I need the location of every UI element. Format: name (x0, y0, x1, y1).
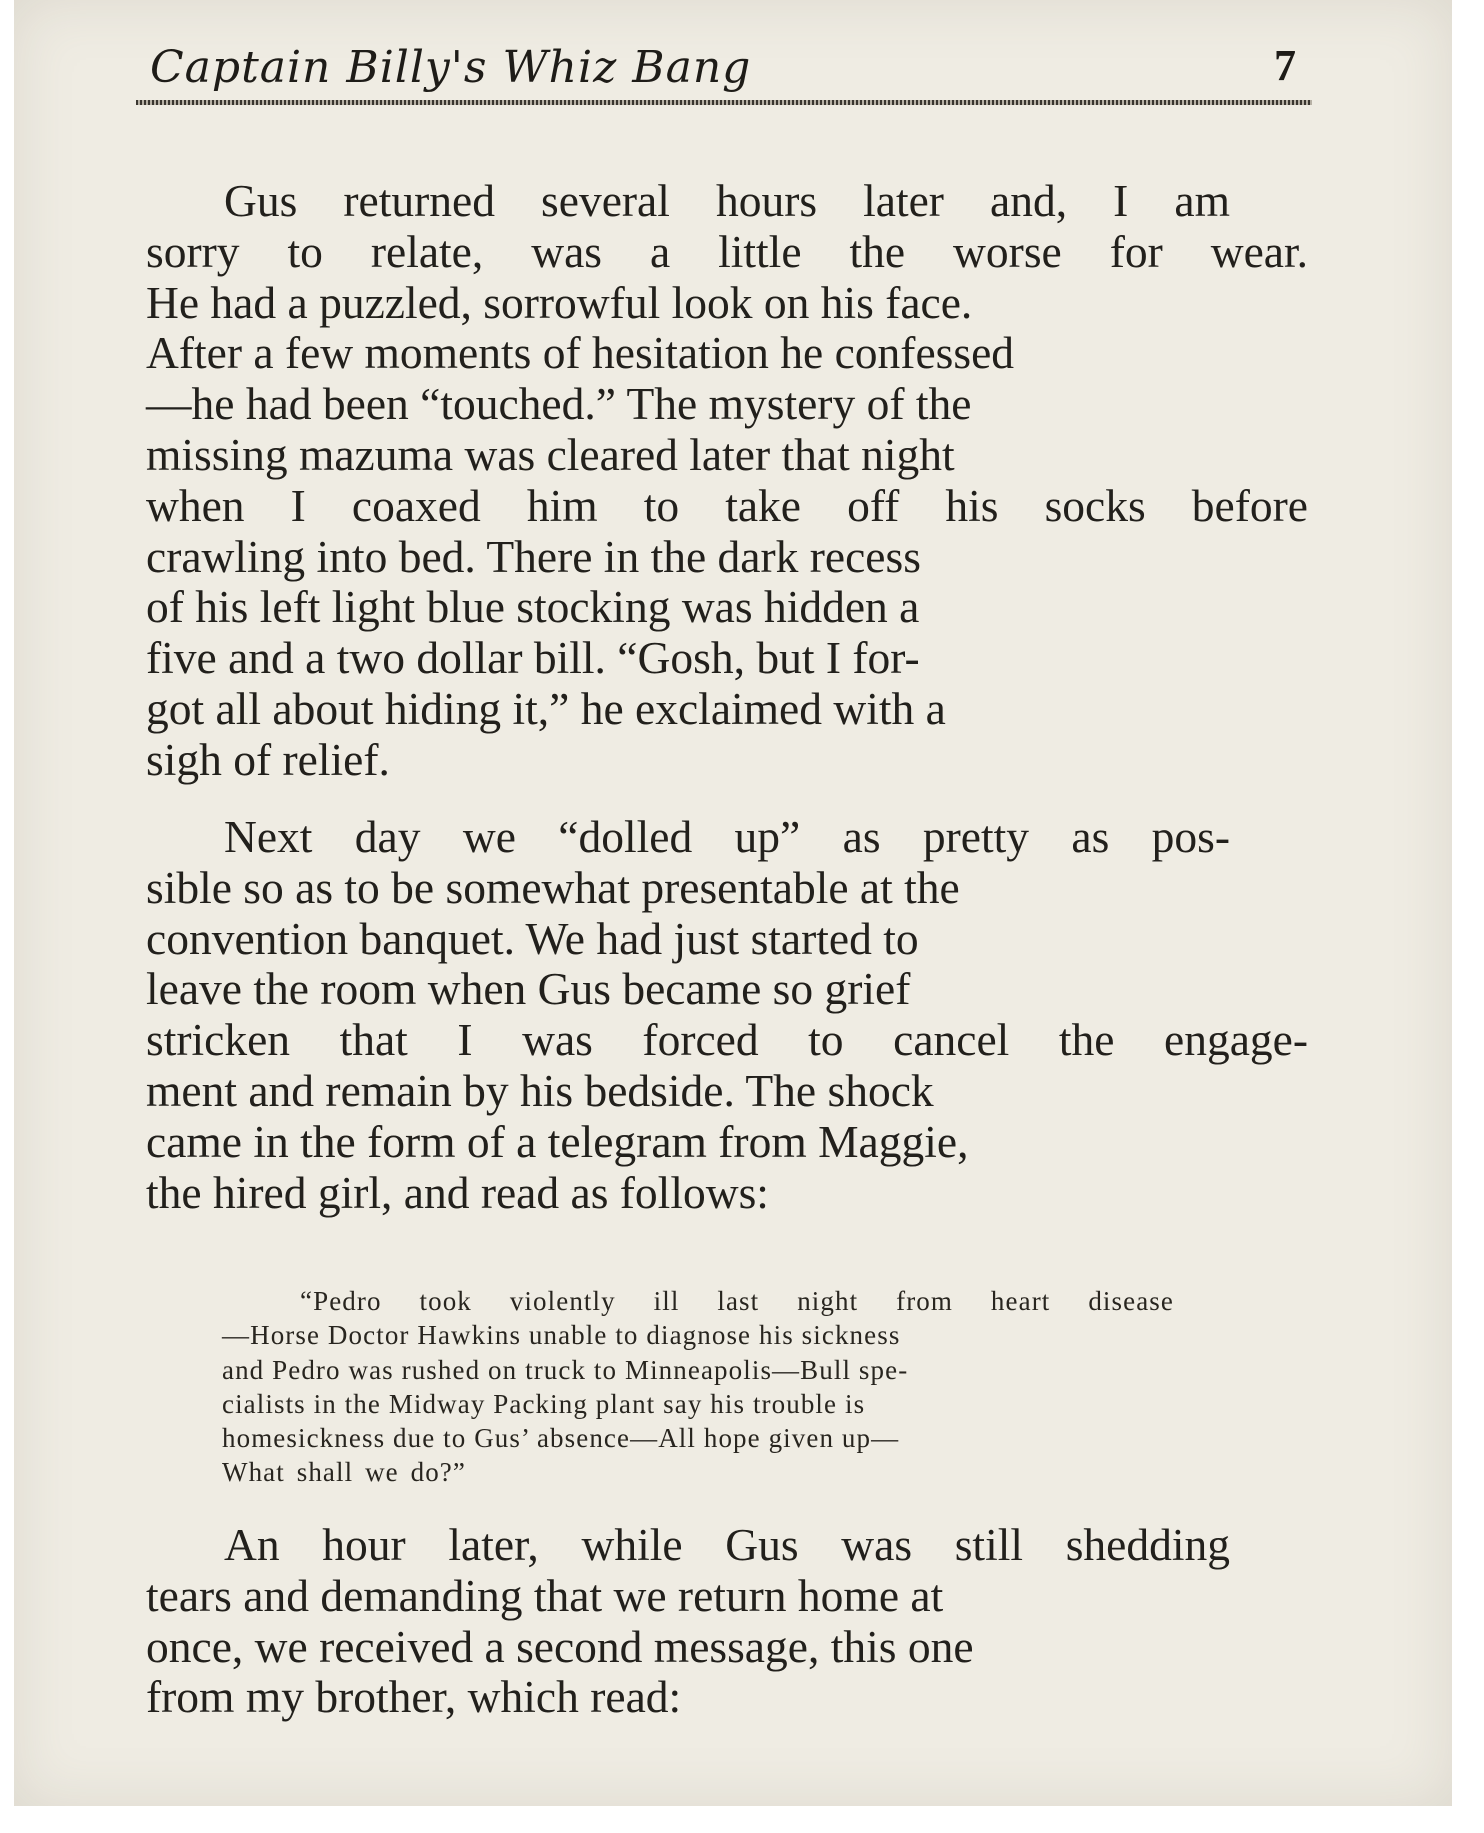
text-line: convention banquet. We had just started to (146, 912, 919, 964)
text-line: Next day we “dolled up” as pretty as pos- (224, 811, 1230, 862)
text-line: Gus returned several hours later and, I am (224, 175, 1230, 226)
paragraph-2 (146, 812, 1308, 1218)
text-line: He had a puzzled, sorrowful look on his face. (146, 276, 973, 328)
magazine-title: Captain Billy's Whiz Bang (150, 42, 752, 93)
telegram-line: homesickness due to Gus’ absence—All hope given up— (222, 1423, 900, 1454)
text-line: missing mazuma was cleared later that night (146, 428, 955, 480)
telegram-line: —Horse Doctor Hawkins unable to diagnose his sickness (222, 1320, 901, 1351)
telegram-line: What shall we do?” (222, 1457, 466, 1488)
telegram-line: cialists in the Midway Packing plant say his trouble is (222, 1388, 866, 1419)
text-line: the hired girl, and read as follows: (146, 1166, 769, 1218)
text-line: when I coaxed him to take off his socks before (146, 479, 1308, 531)
telegram-line: and Pedro was rushed on truck to Minneapolis—Bull spe- (222, 1354, 909, 1385)
text-line: leave the room when Gus became so grief (146, 963, 911, 1015)
text-line: After a few moments of hesitation he confessed (146, 327, 1015, 379)
paragraph-3 (146, 1520, 1308, 1723)
paragraph-1 (146, 176, 1308, 786)
text-line: from my brother, which read: (146, 1671, 682, 1723)
text-line: got all about hiding it,” he exclaimed with a (146, 682, 946, 734)
text-line: —he had been “touched.” The mystery of the (146, 378, 972, 430)
text-line: An hour later, while Gus was still shedding (224, 1519, 1230, 1570)
telegram-quote (222, 1284, 1252, 1490)
page-number: 7 (1274, 41, 1296, 90)
text-line: of his left light blue stocking was hidden a (146, 581, 920, 633)
text-line: ment and remain by his bedside. The shock (146, 1064, 934, 1116)
text-line: tears and demanding that we return home at (146, 1569, 944, 1621)
text-line: once, we received a second message, this one (146, 1620, 974, 1672)
text-line: crawling into bed. There in the dark recess (146, 530, 921, 582)
text-line: sigh of relief. (146, 733, 390, 785)
text-line: five and a two dollar bill. “Gosh, but I for- (146, 632, 920, 684)
text-line: stricken that I was forced to cancel the engage- (146, 1014, 1308, 1066)
text-line: sorry to relate, was a little the worse for wear. (146, 225, 1308, 277)
text-line: came in the form of a telegram from Maggie, (146, 1115, 969, 1167)
telegram-line: “Pedro took violently ill last night from heart disease (300, 1286, 1174, 1316)
header-rule (136, 100, 1312, 105)
text-line: sible so as to be somewhat presentable at the (146, 861, 960, 913)
running-header (136, 40, 1312, 104)
